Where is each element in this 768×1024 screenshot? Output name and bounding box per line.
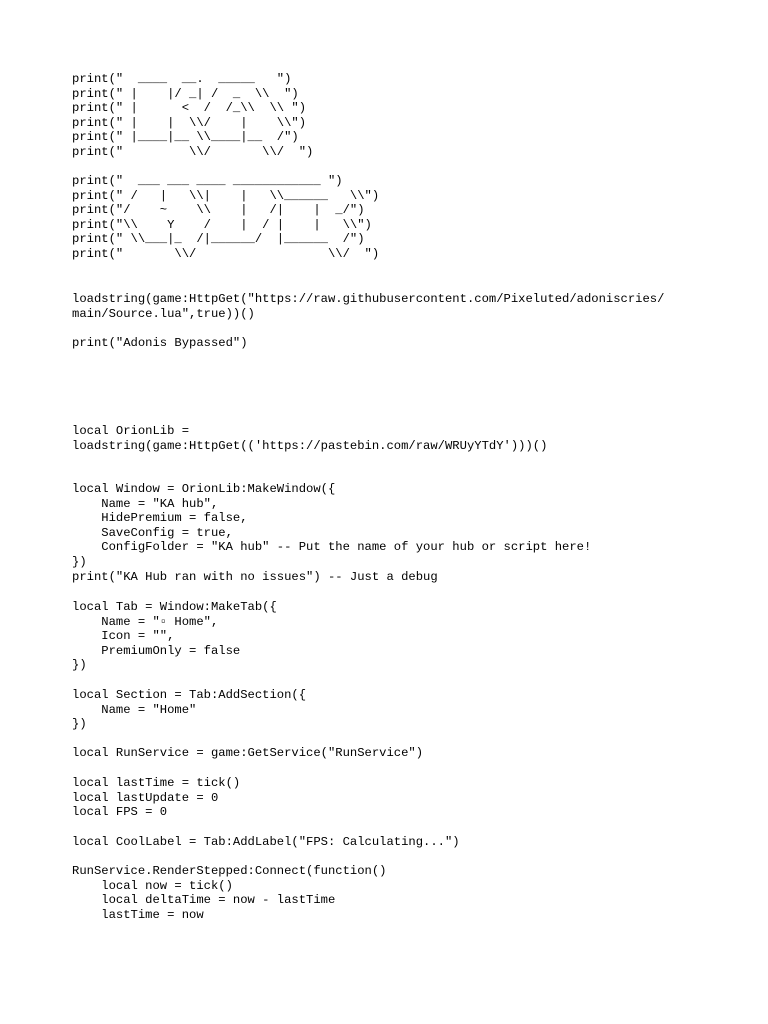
timing-variables-block: local lastTime = tick() local lastUpdate = 0 local FPS = 0 [72, 776, 241, 820]
tab-definition-block: local Tab = Window:MakeTab({ Name = "▫ Home", Icon = "", PremiumOnly = false }) [72, 600, 277, 673]
render-stepped-block: RunService.RenderStepped:Connect(function() local now = tick() local deltaTime = now - lastTime lastTime = now [72, 864, 387, 922]
bypass-print-line: print("Adonis Bypassed") [72, 336, 248, 350]
window-definition-block: local Window = OrionLib:MakeWindow({ Name = "KA hub", HidePremium = false, SaveConfig = true, ConfigFolder = "KA hub" -- Put the name of your hub or script here! }) print("KA Hub ran with no issues") -- Just a debug [72, 482, 592, 584]
runservice-line: local RunService = game:GetService("RunService") [72, 746, 424, 760]
loadstring-code-line: loadstring(game:HttpGet("https://raw.githubusercontent.com/Pixeluted/adoniscries/ main/Source.lua",true))() [72, 292, 665, 321]
fps-label-line: local CoolLabel = Tab:AddLabel("FPS: Calculating...") [72, 835, 460, 849]
section-definition-block: local Section = Tab:AddSection({ Name = "Home" }) [72, 688, 307, 732]
ascii-banner-ka: print(" ____ __. _____ ") print(" | |/ _| / _ \\ ") print(" | < / /_\\ \\ ") print(" | | \\/ | \\") print(" |____|__ \\____|__ /") print(" \\/ \\/ ") [72, 72, 314, 159]
orionlib-load-block: local OrionLib = loadstring(game:HttpGet(('https://pastebin.com/raw/WRUyYTdY')))() [72, 424, 548, 453]
ascii-banner-hub: print(" ___ ___ ____ ____________ ") print(" / | \\| | \\______ \\") print("/ ~ \\ | /| | _/") print("\\ Y / | / | | \\") print(" \\___|_ /|______/ |______ /") print(" \\/ \\/ ") [72, 174, 380, 261]
